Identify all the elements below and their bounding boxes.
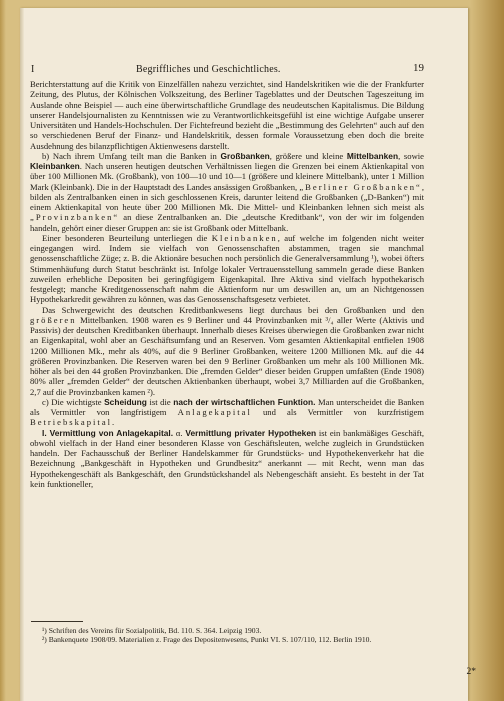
paragraph-1: Berichterstattung auf die Kritik von Einzelfällen nahezu verzichtet, sind Handelskritiken wie die der Frankfurter Zeitung, des Plutus, der Kölnischen Volkszeitung, des Berliner Tageblattes und der Deutschen Tageszeitung im Auslande ohne Beispiel — auch eine überwirtschaftliche Grundlage des neudeutschen Kapitalismus. Die Bildung unserer Handelsjournalisten zu Kenntnissen wie zu Verantwortlichkeitsgefühl ist eine wichtige Aufgabe unserer Universitäten und Handels-Hochschulen. Der Fichtefreund bezieht die „Bestimmung des Gelehrten“ auch auf den so verschiedenen Beruf der Finanz- und Handelskritik, dessen formale Voraussetzung eben doch die breite Ausdehnung des bilanzpflichtigen Aktienwesens darstellt. [30,79,424,151]
spaced-term-berliner-grossbanken: „Berliner Großbanken“ [299,181,422,192]
printer-signature-mark: 2* [466,667,476,677]
page-gutter [20,8,24,701]
spaced-term-groesseren: größeren [30,314,77,325]
body-text [30,79,424,489]
spaced-term-provinzbanken: „Provinzbanken“ [30,212,120,223]
running-title: Begriffliches und Geschichtliches. [136,64,281,75]
paragraph-3: Einer besonderen Beurteilung unterliegen die Kleinbanken, auf welche im folgenden nicht weiter eingegangen wird. Indem sie vielfach von Genossenschaften abstammen, tragen sie manchmal genossenschaftliche Züge; z. B. die Aktionäre besuchen noch persönlich die Generalversammlung ¹), wobei öfters Stimmenhäufung durch Statut beschränkt ist. Infolge lokaler Vertrauensstellung sammeln gerade diese Banken zuweilen erhebliche Depositen bei geringfügigem Eigenkapital. Ihre Aktiva sind vielfach hypothekarisch festgelegt; manche Kreditgenossenschaft nahm die Aktienform nur um deswillen an, um an Nichtgenossen Hypothekarkredit gewähren zu können, was das Genossenschaftsgesetz verbietet. [30,232,425,305]
paragraph-6: I. Vermittlung von Anlagekapital. α. Vermittlung privater Hypotheken ist ein bankmäßiges Geschäft, obwohl vielfach in der Hand einer besonderen Klasse von Geschäftsleuten, welche zugleich in Grundstücken handeln. Der Fachausschuß der Berliner Handelskammer für Grundstücks- und Hypothekenverkehr hat die Bezeichnung „Bankgeschäft in Hypotheken und Grundbesitz“ anerkannt — mit Recht, wenn man das Hypothekengeschäft als Bankgeschäft, den Grundstückshandel als Nebengeschäft ansieht. Es besteht in der Tat kein funktioneller, [30,427,425,489]
running-header [31,62,424,78]
bold-term-kleinbanken: Kleinbanken [30,161,80,171]
bold-term-grossbanken: Großbanken [220,150,270,161]
page-number: 19 [413,62,424,74]
footnotes [30,626,424,644]
bold-term-hypotheken: Vermittlung privater Hypotheken [185,427,317,438]
bold-term-funktion: nach der wirtschaftlichen Funktion. [173,396,316,407]
spaced-term-betriebskapital: Betriebskapital [30,417,113,428]
bold-term-scheidung: Scheidung [104,396,147,407]
footnote-2: ²) Bankenquete 1908/09. Materialien z. Frage des Depositenwesens, Punkt VI. S. 107/110, 112. Berlin 1910. [42,635,372,645]
section-heading-anlagekapital: I. Vermittlung von Anlagekapital. [42,427,174,438]
paragraph-5: c) Die wichtigste Scheidung ist die nach der wirtschaftlichen Funktion. Man unterscheidet die Banken als Vermittler von langfristigem Anlagekapital und als Vermittler von kurzfristigem Betriebskapital. [30,396,424,428]
paragraph-2: b) Nach ihrem Umfang teilt man die Banken in Großbanken, größere und kleine Mittelbanken, sowie Kleinbanken. Nach unseren heutigen deutschen Verhältnissen liegen die Grenzen bei einem Aktienkapital von über 100 Millionen Mk. (Großbank), von 100—10 und 10—1 (größere und kleinere Mittelbank), unter 1 Million Mark (Kleinbank). Die in der Hauptstadt des Landes ansässigen Großbanken, „Berliner Großbanken“, bilden als Zentralbanken einen in sich geschlossenen Kreis, darunter leitend die Großbanken („D-Banken“) mit einem Aktienkapital von heute über 200 Millionen Mk. Die Mittel- und Kleinbanken lehnen sich meist als „Provinzbanken“ an diese Zentralbanken an. Die „deutsche Kreditbank“, von der wir im folgenden handeln, gehört einer dieser Gruppen an: sie ist Großbank oder Mittelbank. [30,150,424,233]
footnote-divider [31,621,83,622]
paragraph-4: Das Schwergewicht des deutschen Kreditbankwesens liegt durchaus bei den Großbanken und den größeren Mittelbanken. 1908 waren es 9 Berliner und 44 Provinzbanken mit ³/₄ aller Werte (Aktivis und Passivis) der deutschen Kreditbanken überhaupt. Innerhalb dieses Kreises überwiegen die Großbanken zwar nicht an Eigenkapital, wohl aber an Geschäftsumfang und an Reserven. Vom gesamten Aktienkapital entfielen 1908 1200 Millionen Mk., mehr als 40%, auf die 9 Berliner Großbanken, weitere 1200 Millionen Mk. auf die 44 größeren Provinzbanken. Die Reserven waren bei den 9 Berliner Großbanken um mehr als 100 Millionen Mk. höher als bei den 44 großen Provinzbanken. Die „fremden Gelder“ dieser beiden Gruppen umfaßten (Ende 1908) 80% aller „fremden Gelder“ der deutschen Aktienbanken überhaupt, wobei 3,7 Milliarden auf die Großbanken, 2,7 auf die Provinzbanken kamen ²). [30,304,424,397]
footnote-1: ¹) Schriften des Vereins für Sozialpolitik, Bd. 110. S. 364. Leipzig 1903. [42,626,262,635]
chapter-number: I [31,64,35,75]
spaced-term-anlagekapital: Anlagekapital [177,407,252,417]
spaced-term-kleinbanken: Kleinbanken [211,232,278,243]
bold-term-mittelbanken: Mittelbanken [346,150,399,161]
